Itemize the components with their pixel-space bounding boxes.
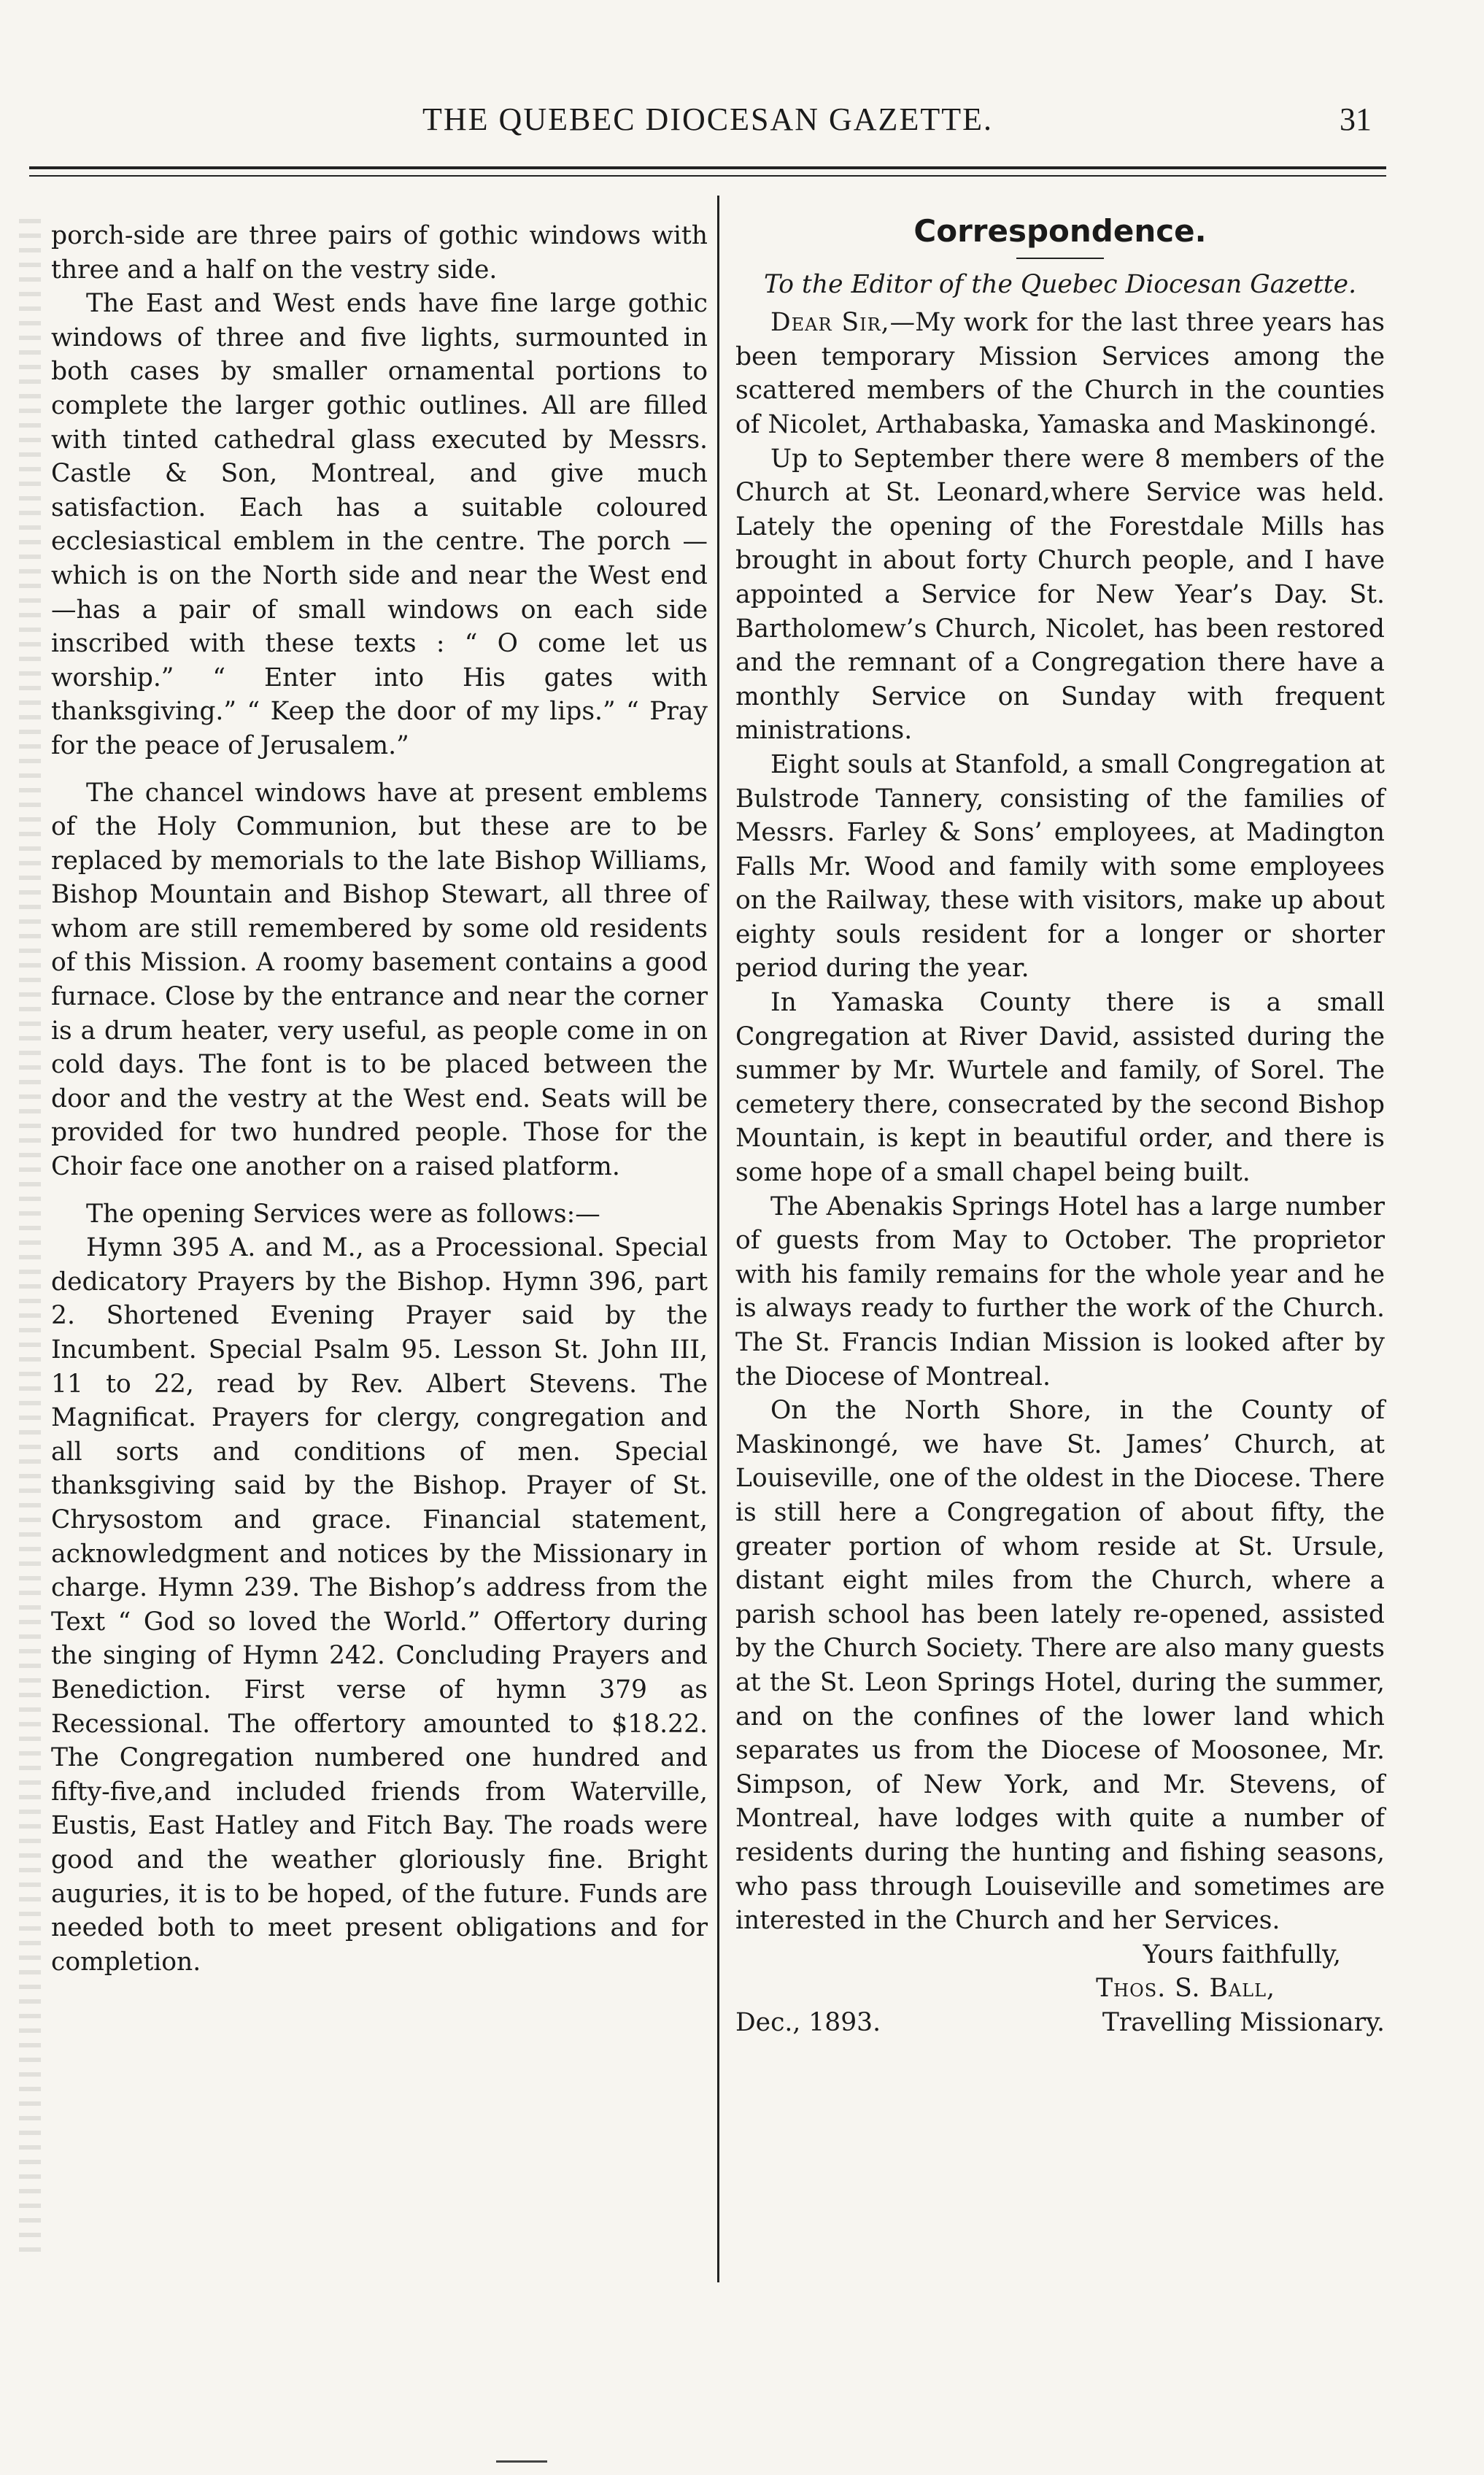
- date-row: [735, 2006, 1385, 2040]
- column-divider: [717, 196, 719, 2282]
- bottom-mark: [496, 2460, 547, 2463]
- paragraph: The chancel windows have at present emblems of the Holy Communion, but these are to be replaced by memorials to the late Bishop Williams, Bishop Mountain and Bishop Stewart, all three of whom are still remembered by some old residents of this Mission. A roomy basement contains a good furnace. Close by the entrance and near the corner is a drum heater, very useful, as people come in on cold days. The font is to be placed between the door and the vestry at the West end. Seats will be provided for two hundred people. Those for the Choir face one another on a raised platform.: [51, 778, 708, 1182]
- section-title: Correspondence.: [913, 213, 1207, 249]
- right-column: [735, 213, 1385, 2039]
- paragraph: Eight souls at Stanfold, a small Congregation at Bulstrode Tannery, consisting of the families of Messrs. Farley & Sons’ employees, at Madington Falls Mr. Wood and family with some employees on the Railway, these with visitors, make up about eighty souls resident for a longer or shorter period during the year.: [735, 749, 1385, 984]
- paragraph: porch-side are three pairs of gothic windows with three and a half on the vestry side.: [51, 221, 708, 285]
- page-header: [44, 93, 1372, 152]
- paragraph: Up to September there were 8 members of the Church at St. Leonard,where Service was held. Lately the opening of the Forestdale Mills has brought in about forty Church people, and I have appointed a Service for New Year’s Day. St. Bartholomew’s Church, Nicolet, has been restored and the remnant of a Congregation there have a monthly Service on Sunday with frequent ministrations.: [735, 444, 1385, 746]
- paragraph: In Yamaska County there is a small Congregation at River David, assisted during the summer by Mr. Wurtele and family, of Sorel. The cemetery there, consecrated by the second Bishop Mountain, is kept in beautiful order, and there is some hope of a small chapel being built.: [735, 988, 1385, 1188]
- paragraph: [735, 306, 1385, 441]
- closing: Yours faithfully,: [1143, 1939, 1341, 1969]
- left-column: [51, 219, 708, 1979]
- signature-title: Travelling Missionary.: [1102, 2007, 1385, 2037]
- salutation: To the Editor of the Quebec Diocesan Gazette.: [763, 269, 1357, 299]
- section-rule: [1016, 258, 1104, 259]
- letter-date: Dec., 1893.: [735, 2007, 881, 2037]
- header-rule-thin: [29, 175, 1386, 177]
- page-edge-shadow: [19, 219, 41, 2262]
- publication-title: THE QUEBEC DIOCESAN GAZETTE.: [422, 101, 993, 137]
- opening-small-caps: Dear Sir,: [770, 308, 890, 338]
- header-rule-thick: [29, 166, 1386, 169]
- paragraph: The Abenakis Springs Hotel has a large number of guests from May to October. The proprietor with his family remains for the whole year and he is always ready to further the work of the Church. The St. Francis Indian Mission is looked after by the Diocese of Montreal.: [735, 1192, 1385, 1391]
- paragraph: Hymn 395 A. and M., as a Processional. Special dedicatory Prayers by the Bishop. Hymn 396, part 2. Shortened Evening Prayer said by the Incumbent. Special Psalm 95. Lesson St. John III, 11 to 22, read by Rev. Albert Stevens. The Magnificat. Prayers for clergy, congregation and all sorts and conditions of men. Special thanksgiving said by the Bishop. Prayer of St. Chrysostom and grace. Financial statement, acknowledgment and notices by the Missionary in charge. Hymn 239. The Bishop’s address from the Text “ God so loved the World.” Offertory during the singing of Hymn 242. Concluding Prayers and Benediction. First verse of hymn 379 as Recessional. The offertory amounted to $18.22. The Congregation numbered one hundred and fifty-five,and included friends from Waterville, Eustis, East Hatley and Fitch Bay. The roads were good and the weather gloriously fine. Bright auguries, it is to be hoped, of the future. Funds are needed both to meet present obligations and for completion.: [51, 1233, 708, 1977]
- page-number: 31: [1340, 101, 1372, 137]
- paragraph: On the North Shore, in the County of Maskinongé, we have St. James’ Church, at Louiseville, one of the oldest in the Diocese. There is still here a Congregation of about fifty, the greater portion of whom reside at St. Ursule, distant eight miles from the Church, where a parish school has been lately re-opened, assisted by the Church Society. There are also many guests at the St. Leon Springs Hotel, during the summer, and on the confines of the lower land which separates us from the Diocese of Moosonee, Mr. Simpson, of New York, and Mr. Stevens, of Montreal, have lodges with quite a number of residents during the hunting and fishing seasons, who pass through Louiseville and sometimes are interested in the Church and her Services.: [735, 1396, 1385, 1936]
- paragraph: The opening Services were as follows:—: [86, 1199, 600, 1229]
- signature-name: Thos. S. Ball,: [1096, 1974, 1275, 2004]
- paragraph-text: —My work for the last three years has been temporary Mission Services among the scattered members of the Church in the counties of Nicolet, Arthabaska, Yamaska and Maskinongé.: [735, 308, 1385, 439]
- paragraph: The East and West ends have fine large gothic windows of three and five lights, surmounted in both cases by smaller ornamental portions to complete the larger gothic outlines. All are filled with tinted cathedral glass executed by Messrs. Castle & Son, Montreal, and give much satisfaction. Each has a suitable coloured ecclesiastical emblem in the centre. The porch —which is on the North side and near the West end—has a pair of small windows on each side inscribed with these texts : “ O come let us worship.” “ Enter into His gates with thanksgiving.” “ Keep the door of my lips.” “ Pray for the peace of Jerusalem.”: [51, 289, 708, 760]
